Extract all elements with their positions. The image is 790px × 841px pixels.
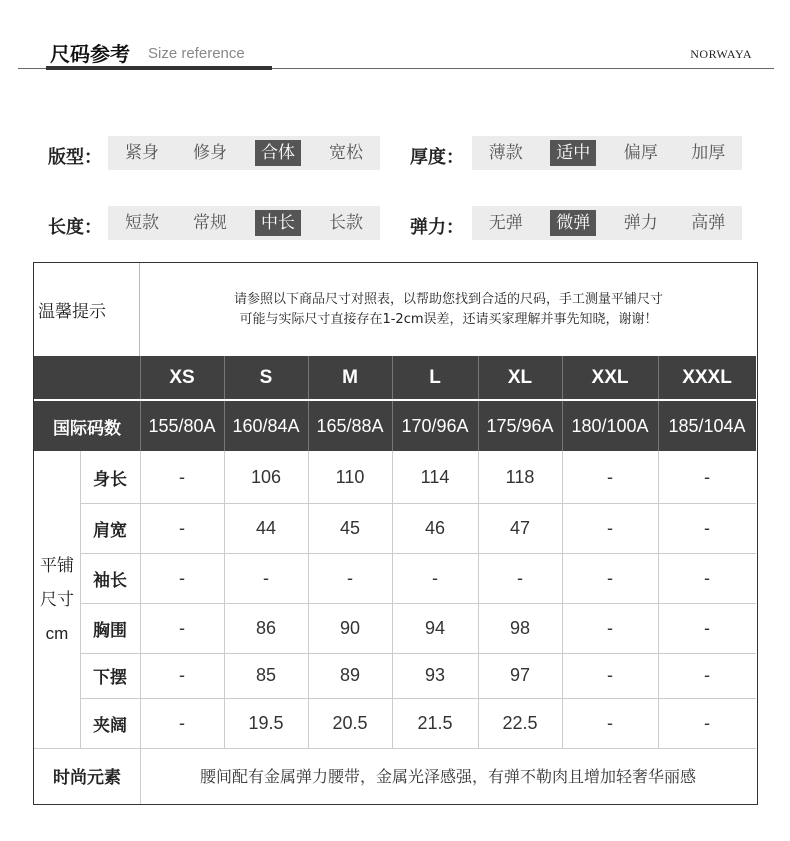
intl-label: 国际码数 — [34, 401, 140, 451]
table-cell: 94 — [424, 617, 446, 638]
fit-option[interactable]: 宽松 — [329, 143, 363, 163]
intl-size-cell: 175/96A — [478, 401, 562, 451]
fashion-text: 腰间配有金属弹力腰带，金属光泽感强，有弹不勒肉且增加轻奢华丽感 — [199, 767, 696, 786]
table-cell: - — [179, 567, 185, 588]
elasticity-options — [472, 206, 742, 240]
table-cell: - — [704, 712, 710, 733]
header-row-separator — [34, 399, 756, 401]
table-cell: 21.5 — [417, 712, 453, 733]
brand-name: NORWAYA — [690, 47, 752, 61]
table-cell: 110 — [335, 466, 365, 487]
elasticity-option[interactable]: 弹力 — [623, 213, 658, 233]
title-underline — [46, 66, 272, 70]
dark-divider — [478, 356, 479, 451]
table-cell: 89 — [339, 665, 361, 685]
table-cell: - — [607, 665, 613, 685]
table-cell: 90 — [339, 617, 361, 638]
table-cell: - — [704, 466, 710, 487]
length-label: 长度： — [48, 217, 102, 238]
dark-divider — [140, 356, 141, 451]
length-option[interactable]: 常规 — [193, 213, 227, 233]
elasticity-option[interactable]: 高弹 — [691, 213, 726, 233]
thickness-label: 厚度： — [410, 147, 464, 168]
dark-divider — [392, 356, 393, 451]
table-cell: 98 — [509, 617, 531, 638]
table-cell: 85 — [255, 665, 277, 685]
thickness-option[interactable]: 薄款 — [488, 143, 523, 163]
tip-line: 请参照以下商品尺寸对照表，以帮助您找到合适的尺码，手工测量平铺尺寸 — [233, 291, 663, 307]
fit-option[interactable]: 紧身 — [125, 143, 159, 163]
table-cell: 44 — [255, 517, 277, 538]
size-header-cell: M — [308, 356, 392, 399]
table-cell: 86 — [255, 617, 277, 638]
table-cell: - — [179, 466, 185, 487]
row-label: 袖长 — [93, 570, 127, 591]
row-label: 身长 — [93, 469, 127, 490]
dark-divider — [224, 356, 225, 451]
intl-size-cell: 165/88A — [308, 401, 392, 451]
table-cell: - — [179, 517, 185, 538]
thickness-option[interactable]: 适中 — [540, 140, 608, 166]
length-options — [108, 206, 380, 240]
table-cell: 47 — [509, 517, 531, 538]
thickness-option[interactable]: 加厚 — [691, 143, 726, 163]
page-title: 尺码参考 — [50, 42, 130, 66]
table-cell: 106 — [250, 466, 282, 487]
table-cell: - — [517, 567, 523, 588]
table-cell: - — [347, 567, 353, 588]
table-cell: 22.5 — [502, 712, 538, 733]
table-cell: - — [607, 517, 613, 538]
table-cell: 20.5 — [332, 712, 368, 733]
intl-size-cell: 160/84A — [224, 401, 308, 451]
size-header-cell: XXL — [562, 356, 658, 399]
size-header-cell: S — [224, 356, 308, 399]
elasticity-option[interactable]: 无弹 — [488, 213, 523, 233]
tip-text — [140, 263, 757, 356]
table-cell: - — [263, 567, 269, 588]
table-cell: 118 — [505, 466, 535, 487]
table-cell: 19.5 — [248, 712, 284, 733]
table-cell: 114 — [420, 466, 450, 487]
dark-divider — [658, 356, 659, 451]
intl-size-cell: 170/96A — [392, 401, 478, 451]
group-label-line: cm — [45, 623, 69, 643]
table-cell: - — [704, 665, 710, 685]
table-cell: - — [704, 567, 710, 588]
dark-divider — [308, 356, 309, 451]
table-cell: - — [432, 567, 438, 588]
fit-option[interactable]: 修身 — [193, 143, 227, 163]
table-cell: 46 — [424, 517, 446, 538]
table-cell: - — [607, 466, 613, 487]
size-header-cell: XXXL — [658, 356, 756, 399]
elasticity-label: 弹力： — [410, 217, 464, 238]
group-label-line: 平铺 — [40, 555, 74, 576]
fit-label: 版型： — [48, 147, 102, 168]
tip-line: 可能与实际尺寸直接存在1-2cm误差，还请买家理解并事先知晓，谢谢！ — [239, 311, 658, 327]
table-cell: - — [704, 617, 710, 638]
size-table — [33, 262, 758, 805]
fit-option[interactable]: 合体 — [244, 140, 312, 166]
elasticity-option[interactable]: 微弹 — [540, 210, 608, 236]
page-subtitle: Size reference — [148, 45, 245, 62]
thickness-option[interactable]: 偏厚 — [623, 143, 658, 163]
group-label-line: 尺寸 — [40, 589, 74, 610]
dark-divider — [562, 356, 563, 451]
size-header-cell: XS — [140, 356, 224, 399]
row-label: 胸围 — [93, 620, 127, 641]
table-cell: 45 — [339, 517, 361, 538]
table-cell: - — [179, 665, 185, 685]
size-header-cell: L — [392, 356, 478, 399]
intl-size-cell: 155/80A — [140, 401, 224, 451]
length-option[interactable]: 短款 — [125, 213, 159, 233]
size-header-cell: XL — [478, 356, 562, 399]
length-option[interactable]: 中长 — [244, 210, 312, 236]
table-cell: - — [607, 617, 613, 638]
row-label: 肩宽 — [93, 520, 127, 541]
tip-label: 温馨提示 — [34, 263, 140, 356]
table-cell: - — [179, 617, 185, 638]
length-option[interactable]: 长款 — [329, 213, 363, 233]
table-cell: - — [704, 517, 710, 538]
table-cell: - — [607, 712, 613, 733]
fit-options — [108, 136, 380, 170]
thickness-options — [472, 136, 742, 170]
table-cell: 97 — [509, 665, 531, 685]
table-cell: - — [179, 712, 185, 733]
table-cell: 93 — [424, 665, 446, 685]
table-cell: - — [607, 567, 613, 588]
intl-size-cell: 180/100A — [562, 401, 658, 451]
fashion-label: 时尚元素 — [53, 768, 121, 788]
flat-size-group-label — [34, 451, 80, 748]
intl-size-cell: 185/104A — [658, 401, 756, 451]
row-label: 夹阔 — [93, 715, 127, 736]
row-label: 下摆 — [93, 668, 127, 688]
